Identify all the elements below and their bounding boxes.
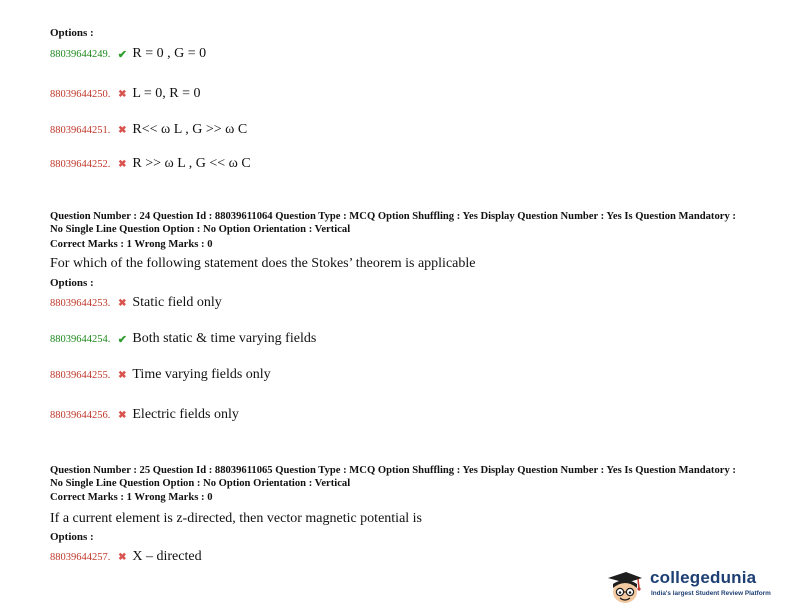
- option-row: [50, 122, 247, 138]
- question-header: Question Number : 24 Question Id : 88039611064 Question Type : MCQ Option Shuffling : Yes Display Question Number : Yes Is Question Mandatory : No Single Line Question Option : No Option Orientation : Vertical: [50, 211, 736, 235]
- wrong-cross-icon: ✖: [118, 369, 127, 381]
- question-header: Question Number : 25 Question Id : 88039611065 Question Type : MCQ Option Shuffling : Yes Display Question Number : Yes Is Question Mandatory : No Single Line Question Option : No Option Orientation : Vertical: [50, 465, 736, 489]
- wrong-cross-icon: ✖: [118, 124, 127, 136]
- option-row: [50, 367, 271, 383]
- option-id: 88039644250.: [50, 88, 111, 100]
- option-id: 88039644255.: [50, 369, 111, 381]
- option-row: [50, 46, 206, 62]
- collegedunia-logo: [604, 564, 788, 608]
- option-text: R >> ω L , G << ω C: [132, 156, 251, 171]
- option-text: L = 0, R = 0: [132, 86, 201, 101]
- options-label: Options :: [50, 27, 94, 39]
- option-text: R = 0 , G = 0: [132, 46, 207, 61]
- option-text: Static field only: [132, 295, 222, 310]
- wrong-cross-icon: ✖: [118, 88, 127, 100]
- option-id: 88039644256.: [50, 409, 111, 421]
- option-row: [50, 295, 222, 311]
- option-id: 88039644251.: [50, 124, 111, 136]
- option-row: [50, 86, 201, 102]
- wrong-cross-icon: ✖: [118, 158, 127, 170]
- option-text: X – directed: [132, 549, 202, 564]
- option-row: [50, 549, 202, 565]
- wrong-cross-icon: ✖: [118, 297, 127, 309]
- option-id: 88039644253.: [50, 297, 111, 309]
- correct-check-icon: ✔: [117, 48, 127, 61]
- option-row: [50, 156, 251, 172]
- option-text: Time varying fields only: [132, 367, 271, 382]
- option-id: 88039644257.: [50, 551, 111, 563]
- logo-tagline: India's largest Student Review Platform: [651, 590, 771, 597]
- option-row: [50, 407, 239, 423]
- option-id: 88039644249.: [50, 48, 111, 60]
- question-text: If a current element is z-directed, then vector magnetic potential is: [50, 511, 423, 526]
- wrong-cross-icon: ✖: [118, 409, 127, 421]
- wrong-cross-icon: ✖: [118, 551, 127, 563]
- option-text: R<< ω L , G >> ω C: [132, 122, 248, 137]
- options-label: Options :: [50, 277, 94, 289]
- option-row: [50, 331, 316, 347]
- option-text: Electric fields only: [132, 407, 239, 422]
- logo-wordmark: collegedunia: [650, 568, 757, 587]
- question-text: For which of the following statement does the Stokes’ theorem is applicable: [50, 256, 476, 271]
- option-id: 88039644254.: [50, 333, 111, 345]
- option-text: Both static & time varying fields: [132, 331, 317, 346]
- question-marks: Correct Marks : 1 Wrong Marks : 0: [50, 239, 213, 250]
- options-label: Options :: [50, 531, 94, 543]
- mascot-face-icon: [604, 566, 644, 606]
- correct-check-icon: ✔: [117, 333, 127, 346]
- option-id: 88039644252.: [50, 158, 111, 170]
- question-marks: Correct Marks : 1 Wrong Marks : 0: [50, 492, 213, 503]
